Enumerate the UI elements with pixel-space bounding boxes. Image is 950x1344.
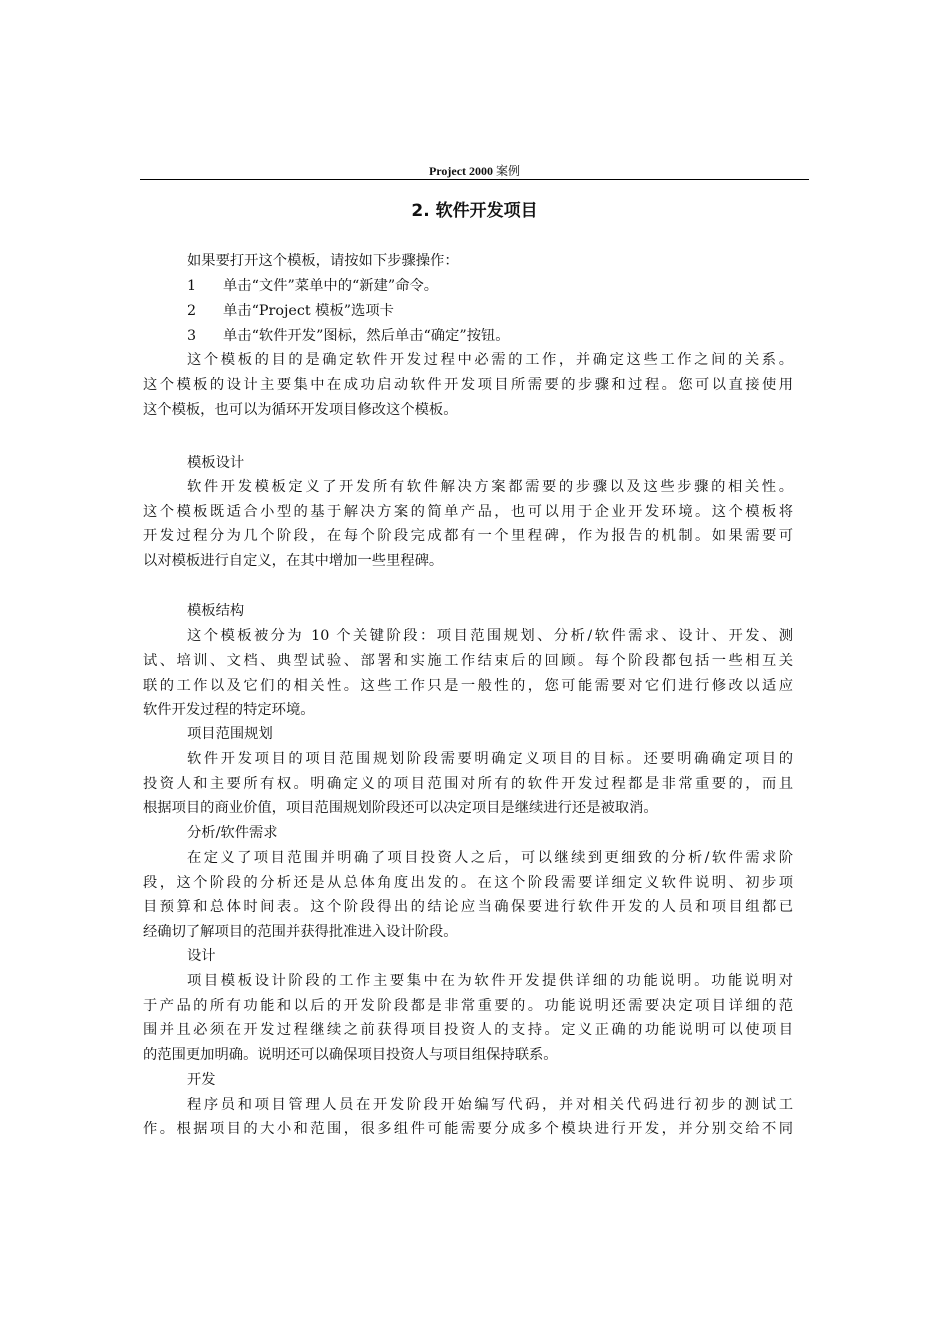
paragraph-line: 段，这个阶段的分析还是从总体角度出发的。在这个阶段需要详细定义软件说明、初步项 xyxy=(143,875,793,891)
header-rule xyxy=(140,179,809,180)
paragraph-line: 这个模板被分为 10 个关键阶段：项目范围规划、分析/软件需求、设计、开发、测 xyxy=(187,628,793,644)
paragraph-line: 软件开发项目的项目范围规划阶段需要明确定义项目的目标。还要明确确定项目的 xyxy=(187,751,793,767)
step-item xyxy=(187,324,510,349)
subheading-development: 开发 xyxy=(187,1072,216,1088)
section-title: 2. 软件开发项目 xyxy=(411,201,538,221)
paragraph-line: 围并且必须在开发过程继续之前获得项目投资人的支持。定义正确的功能说明可以使项目 xyxy=(143,1022,793,1038)
paragraph-line: 作。根据项目的大小和范围，很多组件可能需要分成多个模块进行开发，并分别交给不同 xyxy=(143,1121,793,1137)
paragraph-line: 项目模板设计阶段的工作主要集中在为软件开发提供详细的功能说明。功能说明对 xyxy=(187,973,793,989)
step-number: 3 xyxy=(187,328,197,344)
paragraph-line: 软件开发模板定义了开发所有软件解决方案都需要的步骤以及这些步骤的相关性。 xyxy=(187,479,793,495)
step-item xyxy=(187,274,438,299)
paragraph-line: 这个模板既适合小型的基于解决方案的简单产品，也可以用于企业开发环境。这个模板将 xyxy=(143,504,793,520)
paragraph-line: 这个模板，也可以为循环开发项目修改这个模板。 xyxy=(143,402,458,418)
subheading-scope-planning: 项目范围规划 xyxy=(187,726,273,742)
paragraph-line: 以对模板进行自定义，在其中增加一些里程碑。 xyxy=(143,553,444,569)
paragraph-line: 这个模板的设计主要集中在成功启动软件开发项目所需要的步骤和过程。您可以直接使用 xyxy=(143,377,793,393)
paragraph-line: 的范围更加明确。说明还可以确保项目投资人与项目组保持联系。 xyxy=(143,1047,558,1063)
header-brand: Project 2000 xyxy=(428,164,494,178)
step-number: 2 xyxy=(187,303,197,319)
running-header xyxy=(140,163,809,179)
step-number: 1 xyxy=(187,278,197,294)
paragraph-line: 投资人和主要所有权。明确定义的项目范围对所有的软件开发过程都是非常重要的，而且 xyxy=(143,776,793,792)
paragraph-line: 根据项目的商业价值，项目范围规划阶段还可以决定项目是继续进行还是被取消。 xyxy=(143,800,658,816)
paragraph-line: 软件开发过程的特定环境。 xyxy=(143,702,315,718)
subheading-template-structure: 模板结构 xyxy=(187,603,245,619)
header-label: 案例 xyxy=(496,164,521,178)
subheading-template-design: 模板设计 xyxy=(187,455,245,471)
paragraph-line: 联的工作以及它们的相关性。这些工作只是一般性的，您可能需要对它们进行修改以适应 xyxy=(143,678,793,694)
step-text: 单击“文件”菜单中的“新建”命令。 xyxy=(223,278,439,294)
paragraph-line: 试、培训、文档、典型试验、部署和实施工作结束后的回顾。每个阶段都包括一些相互关 xyxy=(143,653,793,669)
intro-text: 如果要打开这个模板，请按如下步骤操作： xyxy=(187,253,459,269)
paragraph-line: 开发过程分为几个阶段，在每个阶段完成都有一个里程碑，作为报告的机制。如果需要可 xyxy=(143,528,793,544)
step-text: 单击“软件开发”图标，然后单击“确定”按钮。 xyxy=(223,328,510,344)
subheading-analysis: 分析/软件需求 xyxy=(187,825,278,841)
step-item xyxy=(187,299,394,324)
step-text: 单击“Project 模板”选项卡 xyxy=(223,303,394,319)
paragraph-line: 这个模板的目的是确定软件开发过程中必需的工作，并确定这些工作之间的关系。 xyxy=(187,352,793,368)
paragraph-line: 在定义了项目范围并明确了项目投资人之后，可以继续到更细致的分析/软件需求阶 xyxy=(187,850,793,866)
paragraph-line: 经确切了解项目的范围并获得批准进入设计阶段。 xyxy=(143,924,458,940)
paragraph-line: 目预算和总体时间表。这个阶段得出的结论应当确保要进行软件开发的人员和项目组都已 xyxy=(143,899,793,915)
subheading-design: 设计 xyxy=(187,948,216,964)
paragraph-line: 程序员和项目管理人员在开发阶段开始编写代码，并对相关代码进行初步的测试工 xyxy=(187,1097,793,1113)
paragraph-line: 于产品的所有功能和以后的开发阶段都是非常重要的。功能说明还需要决定项目详细的范 xyxy=(143,998,793,1014)
